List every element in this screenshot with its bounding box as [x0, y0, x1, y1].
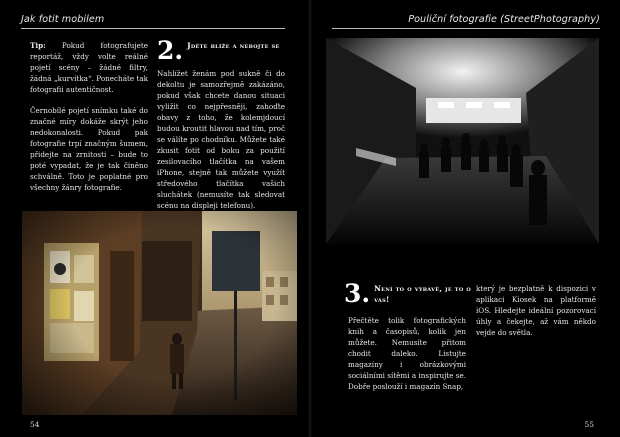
running-title: Pouliční fotografie (StreetPhotography)	[408, 14, 600, 25]
heading-number: 3.	[344, 279, 371, 308]
section-heading	[344, 281, 474, 306]
subway-photo-image	[326, 38, 599, 244]
left-page	[0, 0, 308, 437]
running-title: Jak fotit mobilem	[21, 14, 105, 25]
body-column-1	[348, 315, 466, 402]
street-photo-image	[22, 211, 297, 415]
body-column	[157, 68, 285, 221]
right-page	[312, 0, 620, 437]
tip-text: Pokud fotografujete reportáž, vždy volte reálné pojetí scény – žádné filtry, žádná „kurvítka“. Ponecháte tak fotografii autentičnost.	[30, 41, 148, 94]
subway-photo	[326, 38, 599, 244]
body-paragraph-1: Přečtěte tolik fotografických knih a časopisů, kolik jen můžete. Nemusíte přitom chodit daleko. Listujte magazíny i obrázkovými sociálními sítěmi a inspirujte se. Dobře poslouží i magazín Snap,	[348, 316, 466, 391]
heading-number: 2.	[157, 36, 184, 65]
body-paragraph: Nahlížet ženám pod sukně či do dekoltu je samozřejmě zakázáno, pokud však chcete danou situaci vyližit co nejpřesněji, zahoďte obavy z toho, že kolemjdoucí budou kroutit hlavou nad tím, proč se válíte po chodníku. Můžete také zkusit fotit od boku za použití zesilovacího tlačítka na vašem iPhone, stejně tak můžete využít středového tlačítka vašich sluchátek (nemusíte tak sledovat scénu na displeji telefonu).	[157, 69, 285, 210]
body-paragraph-2: který je bezplatně k dispozici v aplikaci Kiosek na platformě iOS. Hledejte ideální pozorovací úhly a čekejte, až vám někdo vejde do světla.	[476, 284, 596, 337]
page-number: 55	[584, 420, 594, 429]
tip-column	[30, 40, 148, 203]
heading-text: Není to o výbavě, je to o vás!	[374, 284, 472, 304]
header-rule	[21, 28, 285, 29]
grain-paragraph: Černobílé pojetí snímku také do značné míry dokáže skrýt jeho nedokonalosti. Pokud pak fotografie trpí značným šumem, přidejte na zrnitosti – bude to poté vypadat, že je tak činěno schválně. Toto je poplatné pro všechny žánry fotografie.	[30, 106, 148, 192]
tip-paragraph	[30, 40, 148, 95]
page-number: 54	[30, 420, 40, 429]
section-heading	[157, 38, 287, 63]
header-rule	[332, 28, 600, 29]
heading-text: Jděte blíže a nebojte se	[187, 41, 280, 50]
tip-label: Tip:	[30, 41, 46, 50]
street-photo	[22, 211, 297, 415]
body-column-2	[476, 283, 596, 348]
